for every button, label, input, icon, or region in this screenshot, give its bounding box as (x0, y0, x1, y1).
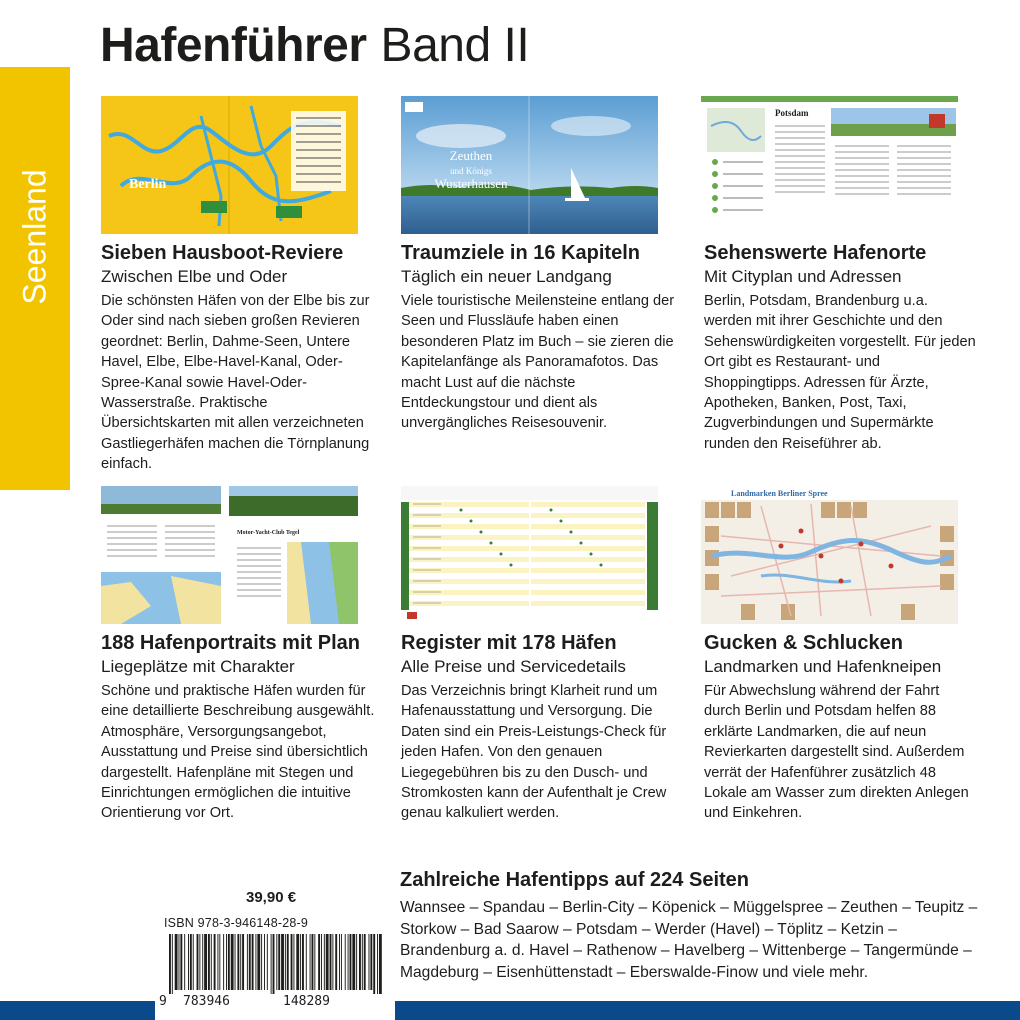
barcode-bar (314, 934, 315, 990)
feature-card-landmarken (704, 630, 979, 824)
feature-text: Die schönsten Häfen von der Elbe bis zur Oder sind nach sieben großen Revieren geordnet: Berlin, Dahme-Seen, Untere Havel, Elbe, Elbe-Havel-Kanal, Oder-Spree-Kanal sowie Havel-Oder-Wasserstraße. Praktische Übersichtskarten mit allen verzeichneten Gastliegerhäfen machen die Törnplanung einfach. (101, 293, 370, 473)
barcode-digit-first: 9 (159, 994, 167, 1009)
barcode-bar (190, 934, 192, 990)
thumb-landmark-heading: Landmarken Berliner Spree (731, 489, 828, 498)
barcode-bar (369, 934, 370, 990)
barcode-bar (281, 934, 284, 990)
barcode-bar (291, 934, 293, 990)
thumb-panorama-line1: Zeuthen (449, 148, 493, 163)
barcode-bar (199, 934, 200, 990)
barcode-bar (223, 934, 224, 990)
thumbnail-city-guide (701, 96, 958, 234)
feature-text: Das Verzeichnis bringt Klarheit rund um Hafenausstattung und Versorgung. Die Daten sind ein Preis-Leistungs-Check für jeden Hafen. Von den genauen Liegegebühren bis zu den Dusch- und Stromkosten kann der Aufenthalt je Crew genau kalkuliert werden. (401, 683, 667, 822)
barcode-bar (252, 934, 254, 990)
barcode-bar (364, 934, 366, 990)
barcode-bar (247, 934, 248, 990)
barcode-bar (310, 934, 311, 990)
barcode-bar (339, 934, 340, 990)
barcode-bar (193, 934, 194, 990)
barcode-bar (237, 934, 239, 990)
feature-title: Traumziele in 16 Kapiteln (401, 242, 640, 264)
harbour-tips (400, 867, 980, 983)
barcode-bar (240, 934, 241, 990)
barcode-bar (204, 934, 207, 990)
barcode-bar (359, 934, 361, 990)
feature-title: 188 Hafenportraits mit Plan (101, 632, 360, 654)
barcode-bar (335, 934, 337, 990)
barcode-bar (356, 934, 357, 990)
barcode-bar (273, 934, 275, 994)
footer-bar-left (0, 1001, 155, 1020)
barcode-bar (287, 934, 289, 990)
feature-subtitle: Täglich ein neuer Landgang (401, 267, 612, 286)
barcode-bar (362, 934, 363, 990)
feature-text: Berlin, Potsdam, Brandenburg u.a. werden mit ihrer Geschichte und den Sehenswürdigkeiten vorgestellt. Für jeden Ort gibt es Restaurant- und Shoppingtipps. Adressen für Ärzte, Apotheken, Banken, Post, Taxi, Zugverbindungen und Supermärkte runden den Reiseführer ab. (704, 293, 976, 452)
barcode-bar (318, 934, 320, 990)
feature-text: Viele touristische Meilensteine entlang der Seen und Flussläufe haben einen besonderen Platz im Buch – sie zieren die Kapitelanfänge als Panoramafotos. Das macht Lust auf die nächste Entdeckungstour und dient als unvergängliches Reisesouvenir. (401, 293, 675, 432)
thumbnail-harbour-portrait (101, 486, 358, 624)
feature-text: Schöne und praktische Häfen wurden für eine detaillierte Beschreibung ausgewählt. Atmosphäre, Versorgungsangebot, Ausstattung und Preise sind übersichtlich dargestellt. Hafenpläne mit Stegen und Einrichtungen ermöglichen die intuitive Orientierung vor Ort. (101, 683, 375, 822)
barcode-bar (217, 934, 218, 990)
feature-title: Register mit 178 Häfen (401, 632, 617, 654)
feature-card-reviere (101, 240, 376, 475)
barcode-bar (197, 934, 199, 990)
barcode-bar (249, 934, 251, 990)
thumb-map-label: Berlin (129, 177, 167, 192)
barcode-bar (180, 934, 182, 990)
footer-bar-right (395, 1001, 1020, 1020)
isbn: ISBN 978-3-946148-28-9 (164, 916, 309, 930)
barcode-bar (257, 934, 260, 990)
barcode-bar (172, 934, 173, 994)
barcode-bar (296, 934, 299, 990)
barcode-bar (370, 934, 372, 990)
feature-title: Gucken & Schlucken (704, 632, 903, 654)
barcode-bar (345, 934, 346, 990)
barcode-bar (208, 934, 210, 990)
barcode-bar (326, 934, 329, 990)
thumb-city-heading: Potsdam (775, 108, 809, 118)
barcode-bar (175, 934, 178, 990)
barcode-bar (373, 934, 375, 994)
feature-subtitle: Mit Cityplan und Adressen (704, 267, 902, 286)
barcode-bar (271, 934, 272, 994)
barcode-bar (255, 934, 256, 990)
barcode-bar (377, 934, 378, 994)
barcode-bar (219, 934, 220, 990)
barcode-bar (188, 934, 189, 990)
barcode-bar (226, 934, 227, 990)
title-volume: Band II (380, 19, 530, 72)
barcode-digits-right: 148289 (283, 994, 330, 1009)
thumb-panorama-line2: und Königs (450, 166, 492, 176)
feature-subtitle: Liegeplätze mit Charakter (101, 657, 295, 676)
barcode-bar (278, 934, 280, 990)
barcode-bar (179, 934, 180, 990)
barcode-bar (231, 934, 234, 990)
barcode-bar (293, 934, 294, 990)
barcode-bar (261, 934, 262, 990)
thumb-harbour-heading: Motor-Yacht-Club Tegel (237, 530, 300, 536)
barcode-bar (202, 934, 203, 990)
feature-subtitle: Landmarken und Hafenkneipen (704, 657, 942, 676)
barcode-bar (332, 934, 333, 990)
barcode-bar (267, 934, 268, 990)
barcode-bar (264, 934, 265, 990)
side-tab-label: Seenland (16, 169, 53, 305)
feature-text: Für Abwechslung während der Fahrt durch Berlin und Potsdam helfen 88 erklärte Landmarken, die auf neun Revierkarten dargestellt sind. Außerdem verrät der Hafenführer zusätzlich 48 Lokale am Wasser zum direkten Anlegen und Einkehren. (704, 683, 969, 822)
barcode-bar (184, 934, 185, 990)
feature-card-hafenorte (704, 240, 979, 454)
barcode-bar (169, 934, 171, 994)
barcode-bar (350, 934, 352, 990)
feature-card-kapitel (401, 240, 676, 434)
barcode-bar (300, 934, 301, 990)
thumb-panorama-line3: Wusterhausen (434, 176, 508, 191)
barcode-bar (306, 934, 307, 990)
barcode-bar (302, 934, 304, 990)
barcode-bar (211, 934, 212, 990)
thumbnail-panorama (401, 96, 658, 234)
feature-title: Sieben Hausboot-Reviere (101, 242, 344, 264)
barcode-bar (235, 934, 236, 990)
tips-title: Zahlreiche Hafentipps auf 224 Seiten (400, 869, 749, 891)
thumbnail-landmark-map (701, 486, 958, 624)
barcode-bar (330, 934, 332, 990)
barcode-bar (228, 934, 230, 990)
title-main: Hafenführer (100, 19, 367, 72)
barcode-bar (276, 934, 277, 990)
feature-subtitle: Zwischen Elbe und Oder (101, 267, 288, 286)
side-tab (0, 67, 70, 490)
tips-text: Wannsee – Spandau – Berlin-City – Köpenick – Müggelspree – Zeuthen – Teupitz – Storkow – Bad Saarow – Potsdam – Werder (Havel) – Töplitz – Ketzin – Brandenburg a. d. Havel – Rathenow – Havelberg – Wittenberge – Tangermünde – Magdeburg – Eisenhüttenstadt – Eberswalde-Finow und viele mehr. (400, 899, 978, 981)
barcode-bar (324, 934, 325, 990)
barcode-bar (352, 934, 355, 990)
barcode-bar (341, 934, 342, 990)
feature-title: Sehenswerte Hafenorte (704, 242, 927, 264)
thumbnail-revier-map (101, 96, 358, 234)
feature-subtitle: Alle Preise und Servicedetails (401, 657, 626, 676)
thumbnail-register-table (401, 486, 658, 624)
barcode (161, 934, 385, 994)
barcode-bar (214, 934, 216, 990)
barcode-bar (242, 934, 244, 990)
price: 39,90 € (246, 889, 297, 906)
barcode-digits-left: 783946 (183, 994, 230, 1009)
feature-card-register (401, 630, 676, 824)
barcode-bar (312, 934, 314, 990)
page-title (100, 18, 529, 74)
barcode-bar (285, 934, 286, 990)
barcode-bar (379, 934, 382, 994)
barcode-bar (348, 934, 349, 990)
barcode-bar (321, 934, 322, 990)
feature-card-hafenportraits (101, 630, 376, 824)
